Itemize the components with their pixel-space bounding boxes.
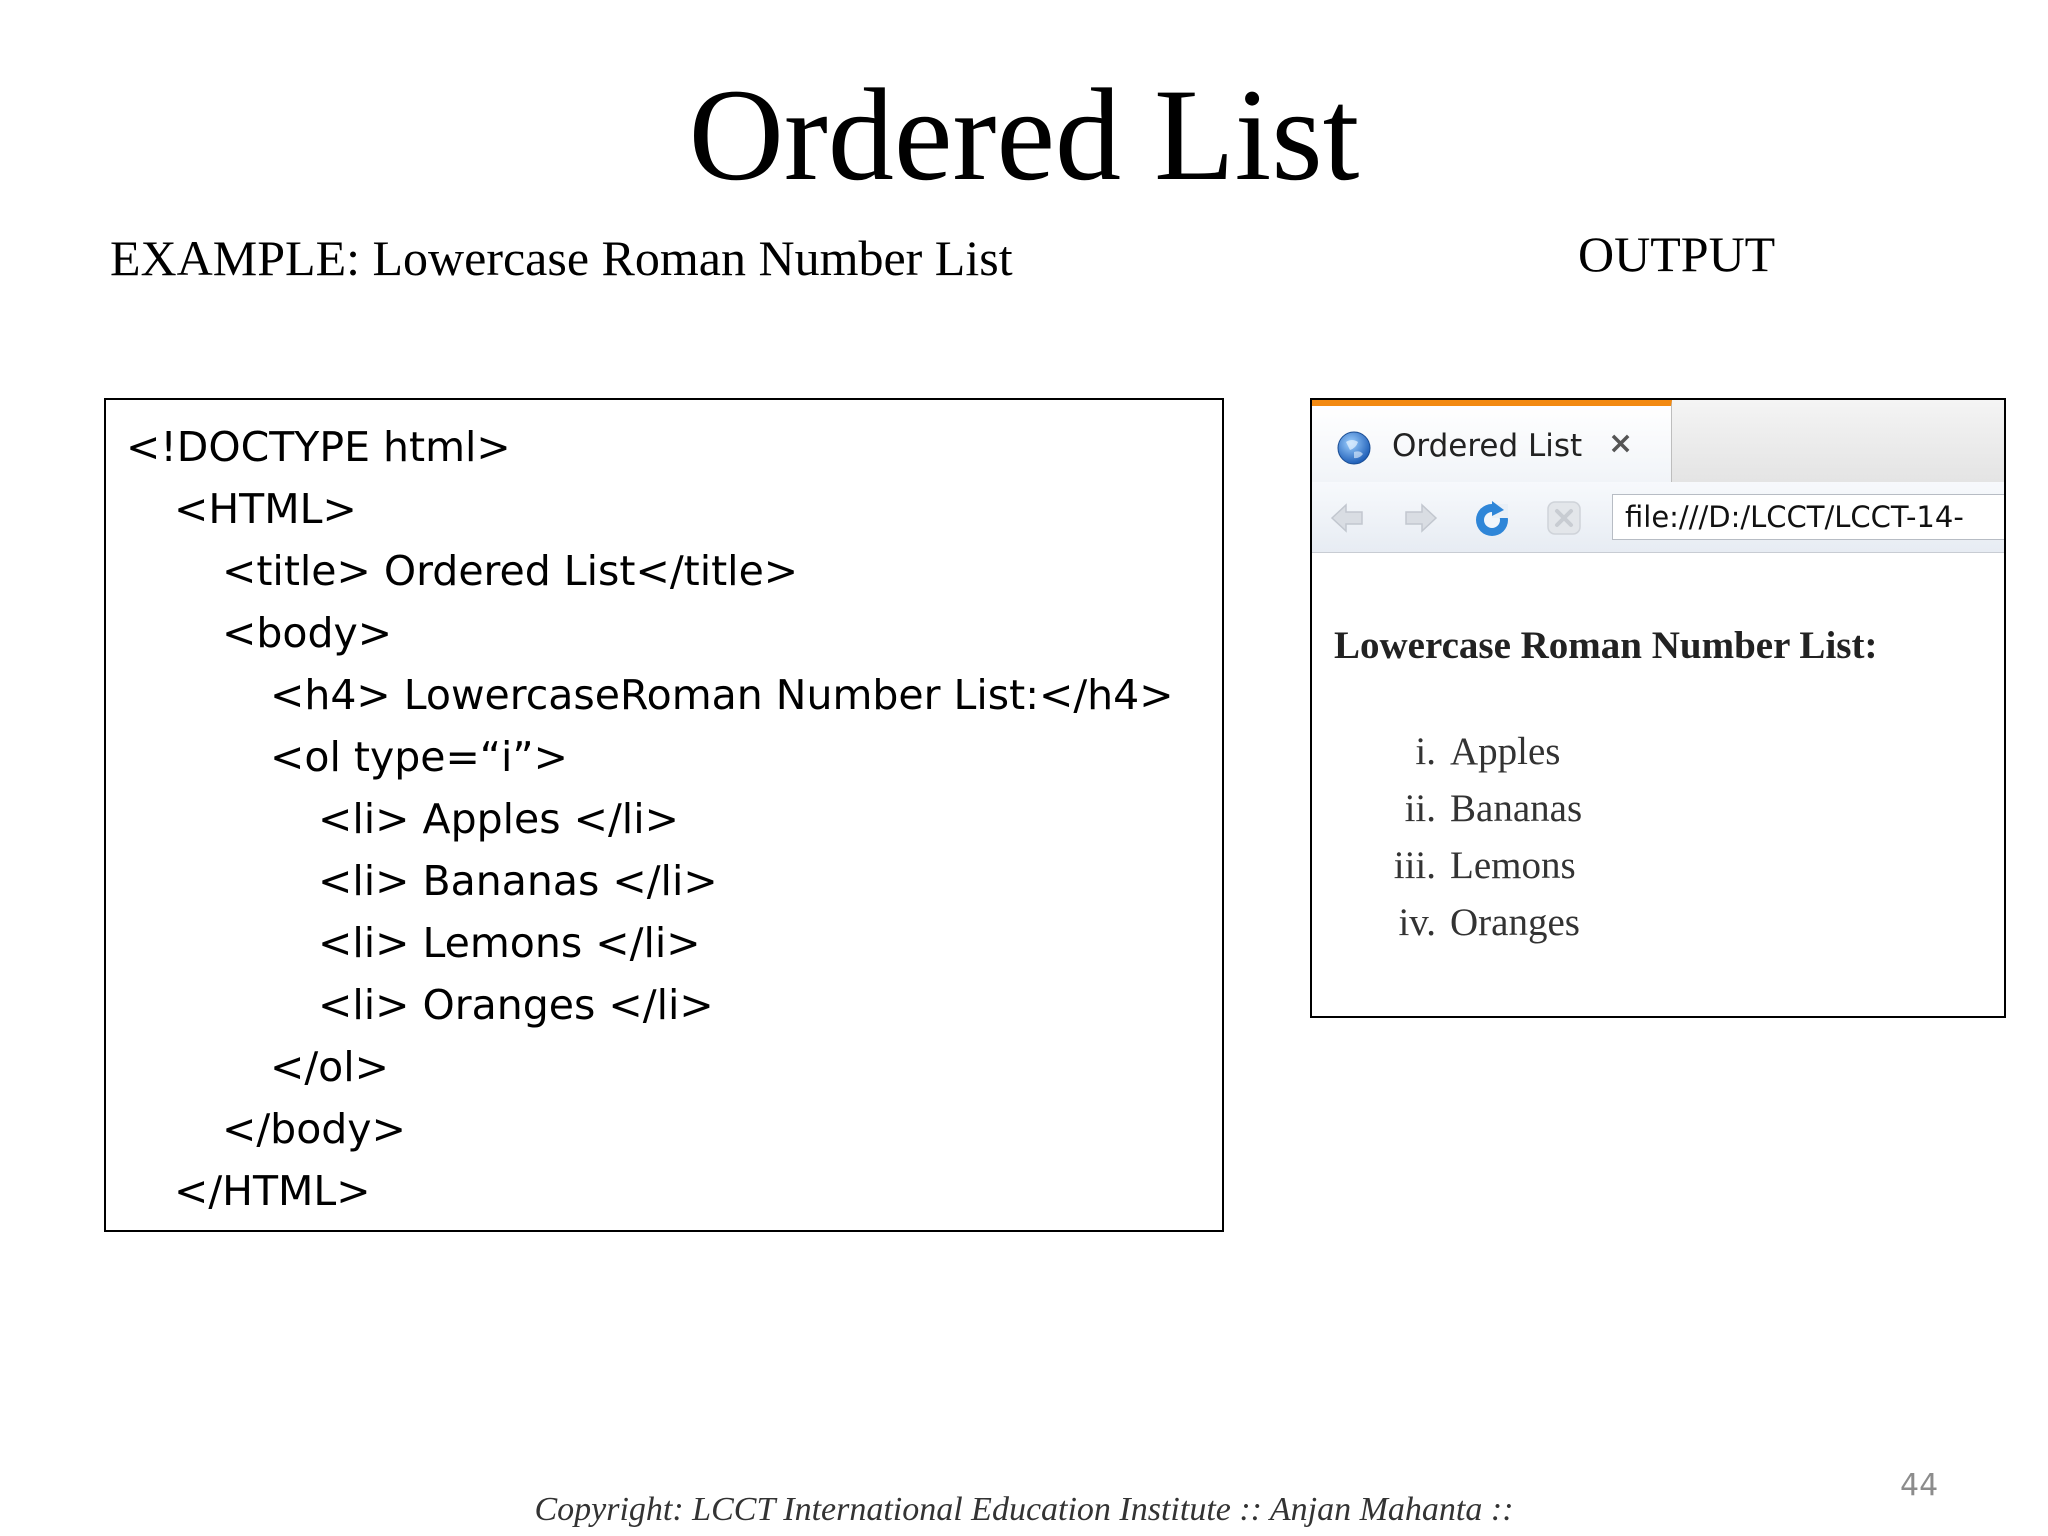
stop-icon[interactable] xyxy=(1542,496,1586,540)
code-line-body-open: <body> xyxy=(222,609,393,657)
browser-tab[interactable] xyxy=(1312,400,1672,482)
code-line-doctype: <!DOCTYPE html> xyxy=(126,423,511,471)
list-item-text: Apples xyxy=(1450,730,1561,773)
code-line-h4: <h4> LowercaseRoman Number List:</h4> xyxy=(270,671,1174,719)
browser-tab-title: Ordered List xyxy=(1392,428,1583,464)
close-icon[interactable]: × xyxy=(1608,426,1634,461)
slide-title: Ordered List xyxy=(688,61,1360,208)
code-line-li: <li> Bananas </li> xyxy=(318,857,718,905)
browser-nav-bar xyxy=(1312,482,2004,553)
code-box xyxy=(104,398,1224,1232)
list-item-text: Oranges xyxy=(1450,901,1580,944)
code-line-li: <li> Oranges </li> xyxy=(318,981,714,1029)
output-label: OUTPUT xyxy=(1578,226,1776,282)
code-line-li: <li> Lemons </li> xyxy=(318,919,701,967)
page-number: 44 xyxy=(1900,1468,1939,1503)
back-arrow-icon[interactable] xyxy=(1326,496,1370,540)
list-item-text: Lemons xyxy=(1450,844,1576,887)
rendered-heading: Lowercase Roman Number List: xyxy=(1334,624,1878,667)
forward-arrow-icon[interactable] xyxy=(1398,496,1442,540)
browser-tab-bar xyxy=(1312,400,2004,483)
code-line-body-close: </body> xyxy=(222,1105,406,1153)
list-item-text: Bananas xyxy=(1450,787,1583,830)
code-line-ol-close: </ol> xyxy=(270,1043,389,1091)
reload-icon[interactable] xyxy=(1470,496,1514,540)
code-line-html-close: </HTML> xyxy=(174,1167,371,1215)
code-line-ol-open: <ol type=“i”> xyxy=(270,733,569,781)
example-label: EXAMPLE: Lowercase Roman Number List xyxy=(110,230,1013,286)
list-item-marker: iv. xyxy=(1398,901,1436,944)
code-line-title: <title> Ordered List</title> xyxy=(222,547,799,595)
list-item-marker: iii. xyxy=(1393,844,1436,887)
footer-copyright: Copyright: LCCT International Education Institute :: Anjan Mahanta :: xyxy=(534,1491,1514,1528)
code-line-li: <li> Apples </li> xyxy=(318,795,679,843)
globe-icon xyxy=(1336,430,1372,466)
list-item-marker: i. xyxy=(1415,730,1436,773)
address-bar[interactable]: file:///D:/LCCT/LCCT-14- xyxy=(1612,494,2006,540)
browser-output-screenshot xyxy=(1310,398,2006,1018)
list-item-marker: ii. xyxy=(1404,787,1436,830)
code-line-html-open: <HTML> xyxy=(174,485,357,533)
browser-viewport xyxy=(1312,553,2004,1016)
